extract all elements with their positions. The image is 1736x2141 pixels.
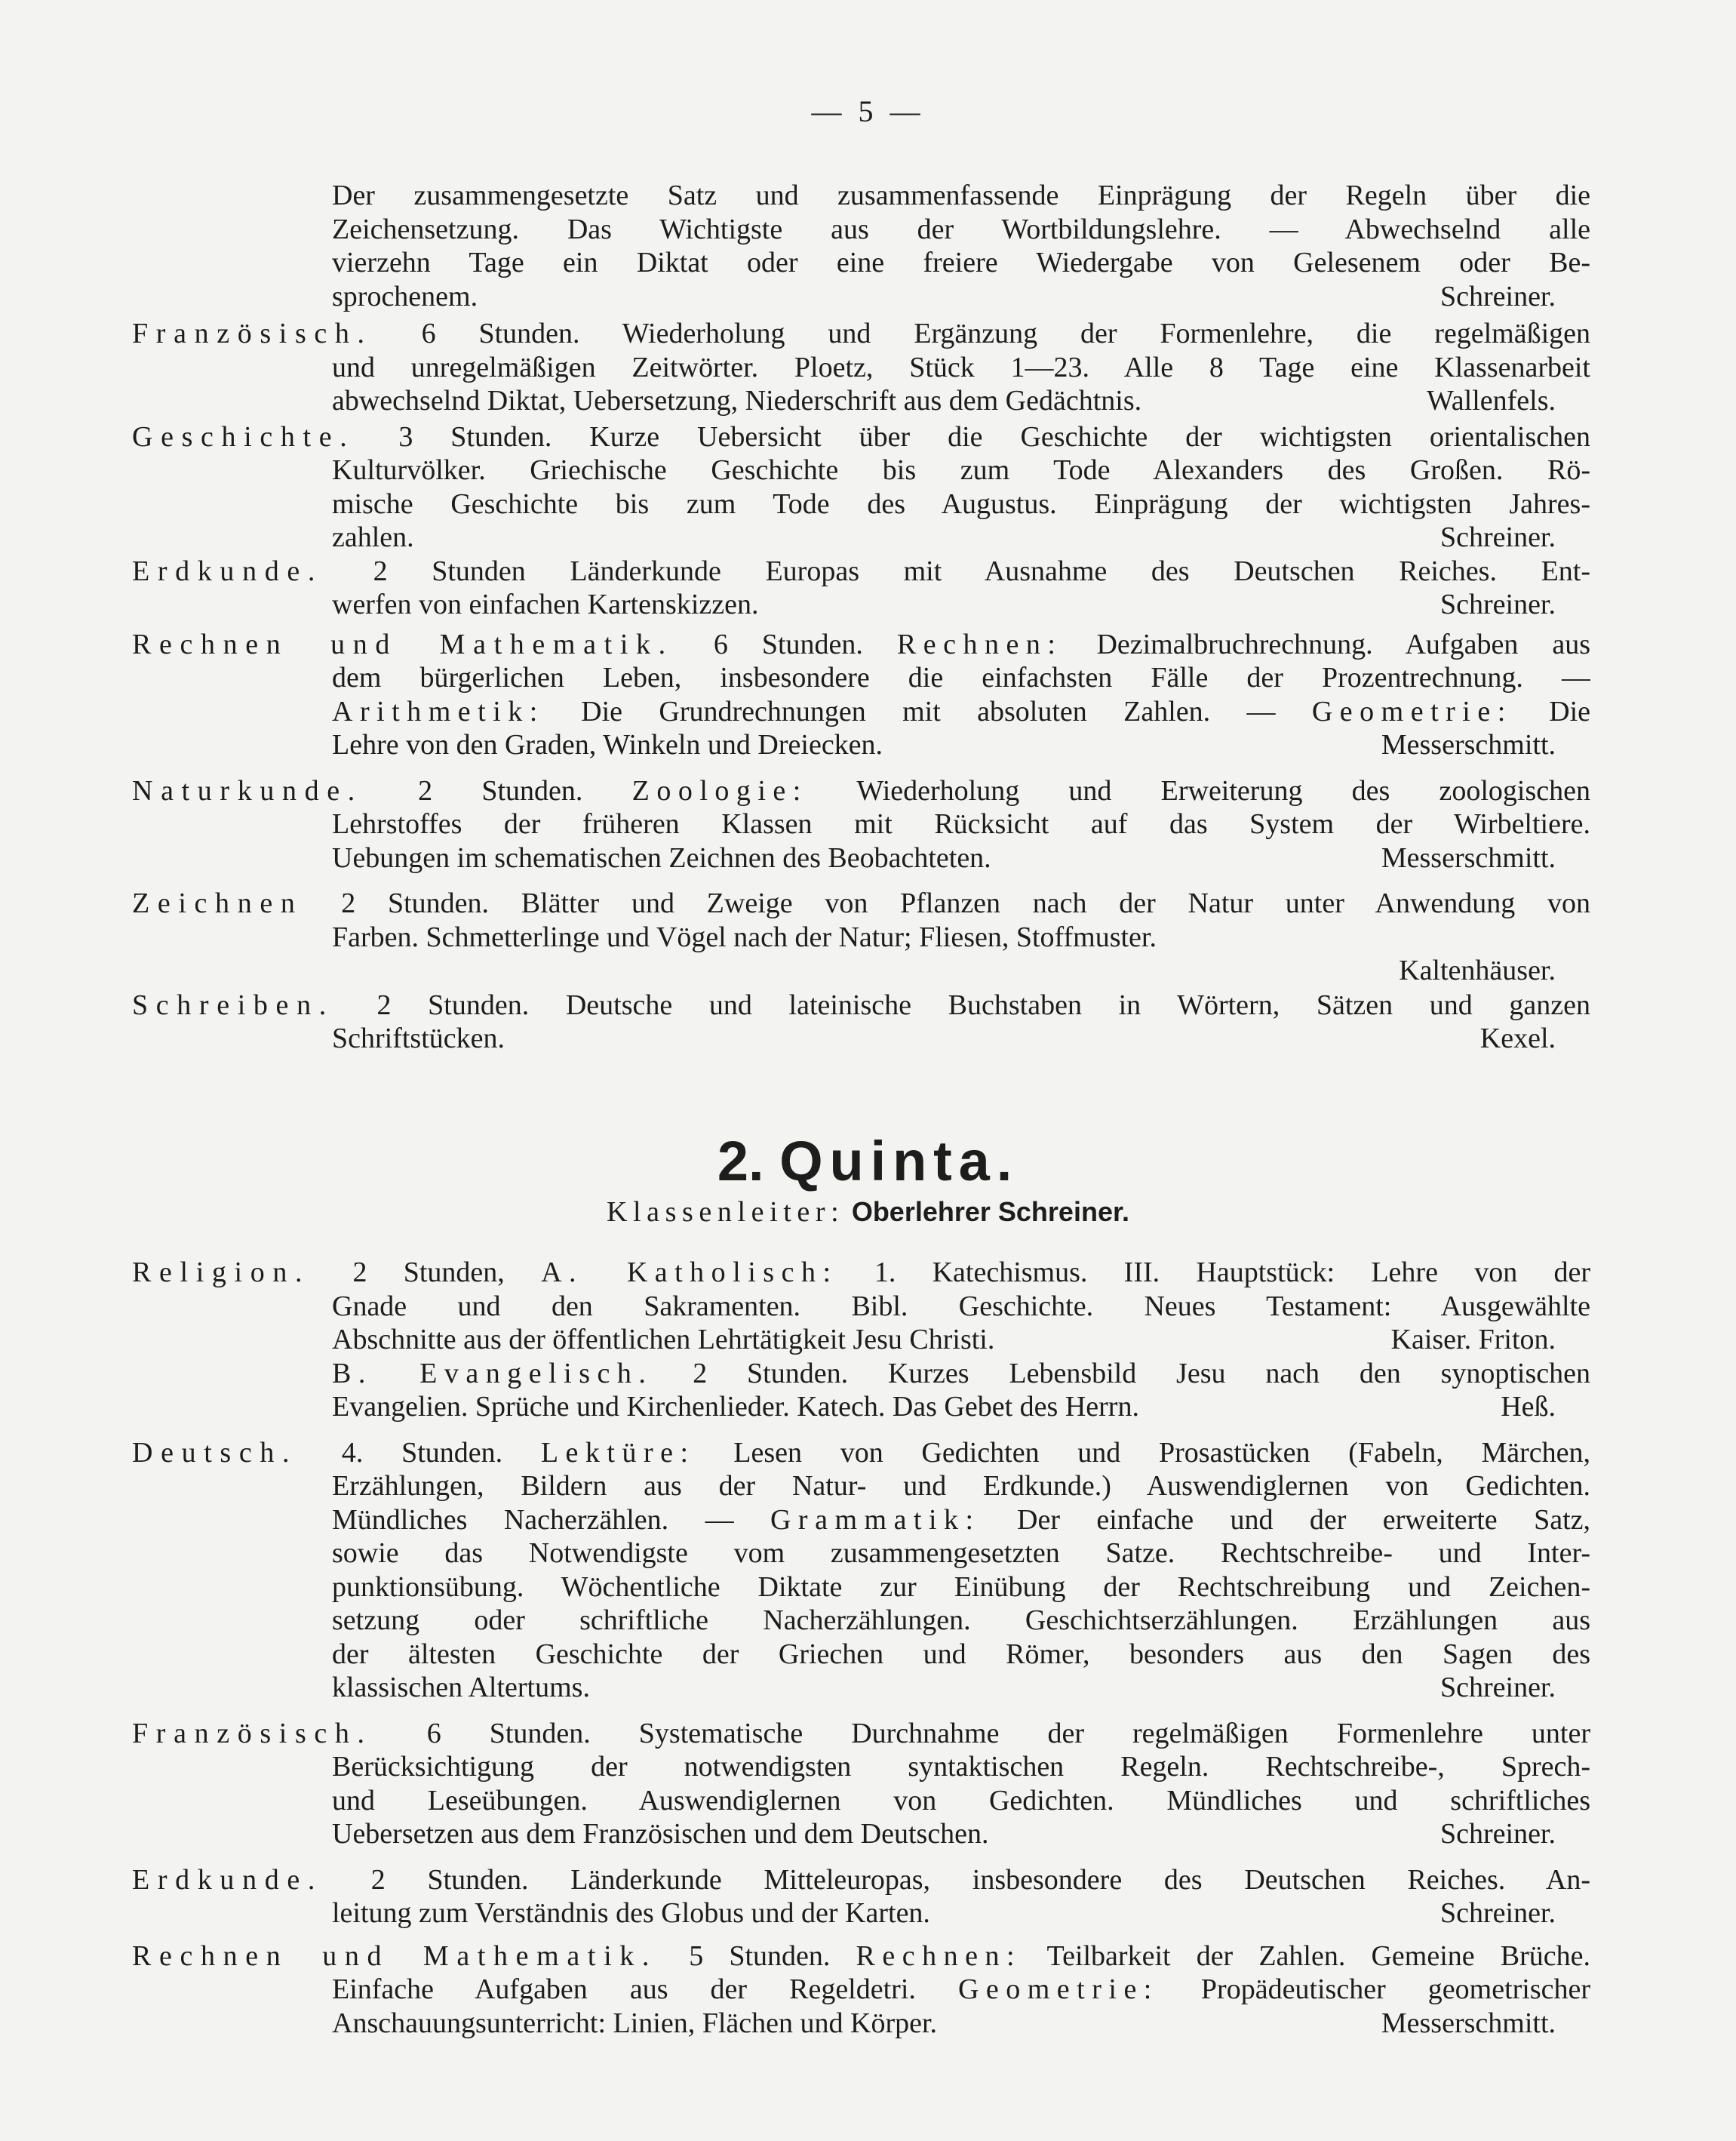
subject-section bbox=[132, 1256, 1590, 1424]
line-text: 2 Stunden. Blätter und Zweige von Pflanzen nach der Natur unter Anwendung von bbox=[341, 887, 1590, 919]
line-text: Abschnitte aus der öffentlichen Lehrtätigkeit Jesu Christi. bbox=[332, 1324, 995, 1355]
text-line bbox=[132, 1290, 1590, 1324]
emphasized-term: Geometrie: bbox=[1311, 695, 1513, 728]
class-leader-label: Klassenleiter: bbox=[606, 1196, 845, 1228]
subject-section bbox=[132, 774, 1590, 875]
subject-label: Französisch. bbox=[132, 318, 373, 349]
teacher-name: Schreiner. bbox=[1439, 1818, 1556, 1850]
teacher-name: Kexel. bbox=[1479, 1023, 1556, 1054]
text-line bbox=[132, 1750, 1590, 1784]
text-line bbox=[132, 1436, 1590, 1470]
text-line bbox=[132, 1671, 1590, 1705]
line-text: Schriftstücken. bbox=[332, 1023, 505, 1054]
line-text: Mündliches Nacherzählen. — bbox=[332, 1503, 734, 1536]
text-line bbox=[132, 521, 1590, 555]
line-text: Dezimalbruchrechnung. Aufgaben aus bbox=[1096, 628, 1590, 660]
text-line bbox=[132, 1256, 1590, 1290]
subject-label: Rechnen und Mathematik. bbox=[132, 628, 674, 660]
teacher-name: Schreiner. bbox=[1439, 1672, 1556, 1703]
line-text: Gnade und den Sakramenten. Bibl. Geschichte. Neues Testament: Ausgewählte bbox=[332, 1290, 1590, 1322]
subject-section bbox=[132, 628, 1590, 762]
text-line bbox=[132, 1022, 1590, 1056]
text-line bbox=[132, 1940, 1590, 1973]
line-text: Anschauungsunterricht: Linien, Flächen und Körper. bbox=[332, 2007, 938, 2039]
text-line bbox=[132, 1604, 1590, 1638]
subject-label: Erdkunde. bbox=[132, 1863, 323, 1896]
teacher-name: Kaltenhäuser. bbox=[1399, 955, 1556, 986]
text-line bbox=[132, 1717, 1590, 1751]
line-text: 2 Stunden. Deutsche und lateinische Buchstaben in Wörtern, Sätzen und ganzen bbox=[376, 989, 1590, 1021]
line-text: Propädeutischer geometrischer bbox=[1200, 1973, 1590, 2005]
text-line bbox=[132, 887, 1590, 921]
text-line bbox=[132, 246, 1590, 280]
line-text: Die Grundrechnungen mit absoluten Zahlen. — bbox=[581, 695, 1276, 728]
subject-section bbox=[132, 317, 1590, 418]
line-text: sprochenem. bbox=[332, 280, 478, 312]
text-line bbox=[132, 1357, 1590, 1391]
text-line bbox=[132, 841, 1590, 875]
text-line bbox=[132, 588, 1590, 622]
line-text: werfen von einfachen Kartenskizzen. bbox=[332, 589, 759, 620]
text-line bbox=[132, 555, 1590, 589]
teacher-name: Heß. bbox=[1501, 1391, 1556, 1423]
text-line bbox=[132, 488, 1590, 521]
text-line bbox=[132, 1570, 1590, 1604]
subject-label: Zeichnen bbox=[132, 887, 303, 919]
subject-label: Rechnen und Mathematik. bbox=[132, 1940, 658, 1972]
line-text: Farben. Schmetterlinge und Vögel nach der Natur; Fliesen, Stoffmuster. bbox=[332, 921, 1157, 953]
quinta-heading bbox=[0, 1129, 1736, 1193]
teacher-name: Schreiner. bbox=[1439, 1897, 1556, 1929]
text-line bbox=[132, 921, 1590, 955]
emphasized-term: B. Evangelisch. bbox=[332, 1357, 653, 1389]
line-text: 2 Stunden. bbox=[418, 774, 583, 807]
sexta-curriculum bbox=[132, 179, 1590, 1056]
text-line bbox=[132, 1638, 1590, 1672]
subject-section bbox=[132, 887, 1590, 988]
text-line bbox=[132, 384, 1590, 418]
line-text: zahlen. bbox=[332, 521, 414, 553]
class-leader-name: Oberlehrer Schreiner. bbox=[851, 1196, 1129, 1227]
teacher-name: Schreiner. bbox=[1439, 521, 1556, 553]
subject-label: Schreiben. bbox=[132, 989, 334, 1021]
line-text: Uebersetzen aus dem Französischen und dem Deutschen. bbox=[332, 1818, 989, 1850]
line-text: 6 Stunden. Systematische Durchnahme der regelmäßigen Formenlehre unter bbox=[426, 1717, 1590, 1749]
emphasized-term: Rechnen: bbox=[856, 1940, 1022, 1972]
line-text: 2 Stunden. Länderkunde Mitteleuropas, insbesondere des Deutschen Reiches. An- bbox=[370, 1863, 1590, 1896]
line-text: Erzählungen, Bildern aus der Natur- und Erdkunde.) Auswendiglernen von Gedichten. bbox=[332, 1470, 1590, 1502]
text-line bbox=[132, 954, 1590, 988]
subject-section bbox=[132, 1863, 1590, 1930]
text-line bbox=[132, 454, 1590, 488]
text-line bbox=[132, 317, 1590, 351]
emphasized-term: Grammatik: bbox=[770, 1503, 981, 1536]
line-text: abwechselnd Diktat, Uebersetzung, Niederschrift aus dem Gedächtnis. bbox=[332, 385, 1142, 417]
emphasized-term: Arithmetik: bbox=[332, 695, 545, 728]
line-text: dem bürgerlichen Leben, insbesondere die einfachsten Fälle der Prozentrechnung. — bbox=[332, 662, 1590, 694]
text-line bbox=[132, 989, 1590, 1023]
text-line bbox=[132, 179, 1590, 213]
line-text: Teilbarkeit der Zahlen. Gemeine Brüche. bbox=[1046, 1940, 1590, 1972]
line-text: 6 Stunden. bbox=[713, 628, 863, 660]
line-text: Der einfache und der erweiterte Satz, bbox=[1017, 1503, 1590, 1536]
class-leader bbox=[0, 1195, 1736, 1229]
heading-number: 2. bbox=[717, 1130, 764, 1192]
line-text: 1. Katechismus. III. Hauptstück: Lehre von der bbox=[874, 1257, 1590, 1288]
quinta-curriculum bbox=[132, 1256, 1590, 2040]
emphasized-term: Rechnen: bbox=[896, 628, 1063, 660]
line-text: der ältesten Geschichte der Griechen und Römer, besonders aus den Sagen des bbox=[332, 1638, 1590, 1670]
line-text: setzung oder schriftliche Nacherzählungen. Geschichtserzählungen. Erzählungen aus bbox=[332, 1604, 1590, 1636]
subject-section bbox=[132, 420, 1590, 555]
text-line bbox=[132, 1784, 1590, 1818]
line-text: Lehrstoffes der früheren Klassen mit Rücksicht auf das System der Wirbeltiere. bbox=[332, 808, 1590, 840]
text-line bbox=[132, 695, 1590, 729]
line-text: mische Geschichte bis zum Tode des Augustus. Einprägung der wichtigsten Jahres- bbox=[332, 488, 1590, 520]
line-text: Lesen von Gedichten und Prosastücken (Fabeln, Märchen, bbox=[733, 1436, 1590, 1469]
subject-section bbox=[132, 1717, 1590, 1851]
line-text: Lehre von den Graden, Winkeln und Dreiecken. bbox=[332, 729, 883, 761]
text-line bbox=[132, 1469, 1590, 1503]
line-text: 5 Stunden. bbox=[689, 1940, 831, 1972]
subject-label: Religion. bbox=[132, 1257, 311, 1288]
text-line bbox=[132, 774, 1590, 808]
line-text: und Leseübungen. Auswendiglernen von Gedichten. Mündliches und schriftliches bbox=[332, 1784, 1590, 1816]
text-line bbox=[132, 1817, 1590, 1851]
line-text: 2 Stunden, bbox=[352, 1257, 505, 1288]
line-text: 2 Stunden Länderkunde Europas mit Ausnahme des Deutschen Reiches. Ent- bbox=[373, 555, 1590, 587]
text-line bbox=[132, 2007, 1590, 2041]
line-text: leitung zum Verständnis des Globus und der Karten. bbox=[332, 1897, 930, 1929]
line-text: Uebungen im schematischen Zeichnen des Beobachteten. bbox=[332, 841, 991, 874]
text-line bbox=[132, 1973, 1590, 2007]
text-line bbox=[132, 1390, 1590, 1424]
line-text: vierzehn Tage ein Diktat oder eine freiere Wiedergabe von Gelesenem oder Be- bbox=[332, 247, 1590, 278]
teacher-name: Kaiser. Friton. bbox=[1390, 1324, 1556, 1355]
line-text: 2 Stunden. Kurzes Lebensbild Jesu nach den synoptischen bbox=[693, 1357, 1590, 1389]
line-text: Evangelien. Sprüche und Kirchenlieder. Katech. Das Gebet des Herrn. bbox=[332, 1391, 1139, 1423]
line-text: Berücksichtigung der notwendigsten syntaktischen Regeln. Rechtschreibe-, Sprech- bbox=[332, 1751, 1590, 1783]
subject-section bbox=[132, 179, 1590, 313]
teacher-name: Schreiner. bbox=[1439, 589, 1556, 620]
subject-label: Naturkunde. bbox=[132, 774, 363, 807]
line-text: Der zusammengesetzte Satz und zusammenfassende Einprägung der Regeln über die bbox=[332, 180, 1590, 211]
text-line bbox=[132, 280, 1590, 314]
text-line bbox=[132, 1323, 1590, 1357]
line-text: Kulturvölker. Griechische Geschichte bis zum Tode Alexanders des Großen. Rö- bbox=[332, 454, 1590, 486]
text-line bbox=[132, 661, 1590, 695]
subject-section bbox=[132, 1940, 1590, 2041]
teacher-name: Messerschmitt. bbox=[1381, 2007, 1556, 2039]
line-text: sowie das Notwendigste vom zusammengesetzten Satze. Rechtschreibe- und Inter- bbox=[332, 1537, 1590, 1569]
subject-label: Deutsch. bbox=[132, 1436, 298, 1469]
teacher-name: Schreiner. bbox=[1439, 280, 1556, 312]
text-line bbox=[132, 420, 1590, 454]
text-line bbox=[132, 1896, 1590, 1930]
heading-title: Quinta. bbox=[779, 1130, 1019, 1192]
subject-section bbox=[132, 1436, 1590, 1705]
subject-section bbox=[132, 989, 1590, 1056]
text-line bbox=[132, 351, 1590, 385]
page-number: — 5 — bbox=[811, 94, 925, 128]
subject-label: Erdkunde. bbox=[132, 555, 323, 587]
line-text: Wiederholung und Erweiterung des zoologischen bbox=[856, 774, 1590, 807]
text-line bbox=[132, 628, 1590, 662]
line-text: punktionsübung. Wöchentliche Diktate zur Einübung der Rechtschreibung und Zeichen- bbox=[332, 1570, 1590, 1603]
teacher-name: Messerschmitt. bbox=[1381, 841, 1556, 874]
line-text: Zeichensetzung. Das Wichtigste aus der Wortbildungslehre. — Abwechselnd alle bbox=[332, 213, 1590, 245]
text-line bbox=[132, 807, 1590, 841]
text-line bbox=[132, 213, 1590, 247]
teacher-name: Messerschmitt. bbox=[1381, 729, 1556, 761]
line-text: Die bbox=[1549, 695, 1590, 728]
emphasized-term: A. Katholisch: bbox=[541, 1257, 838, 1288]
teacher-name: Wallenfels. bbox=[1426, 385, 1556, 417]
emphasized-term: Zoologie: bbox=[631, 774, 808, 807]
line-text: 6 Stunden. Wiederholung und Ergänzung der Formenlehre, die regelmäßigen bbox=[421, 318, 1590, 349]
line-text: 4. Stunden. bbox=[341, 1436, 503, 1469]
text-line bbox=[132, 1503, 1590, 1537]
emphasized-term: Lektüre: bbox=[540, 1436, 696, 1469]
subject-section bbox=[132, 555, 1590, 622]
emphasized-term: Geometrie: bbox=[957, 1973, 1159, 2005]
text-line bbox=[132, 1537, 1590, 1570]
line-text: und unregelmäßigen Zeitwörter. Ploetz, Stück 1—23. Alle 8 Tage eine Klassenarbeit bbox=[332, 351, 1590, 383]
line-text: klassischen Altertums. bbox=[332, 1672, 590, 1703]
text-line bbox=[132, 728, 1590, 762]
subject-label: Französisch. bbox=[132, 1717, 373, 1749]
text-line bbox=[132, 1863, 1590, 1897]
subject-label: Geschichte. bbox=[132, 420, 355, 453]
line-text: Einfache Aufgaben aus der Regeldetri. bbox=[332, 1973, 916, 2005]
line-text: 3 Stunden. Kurze Uebersicht über die Geschichte der wichtigsten orientalischen bbox=[398, 420, 1590, 453]
